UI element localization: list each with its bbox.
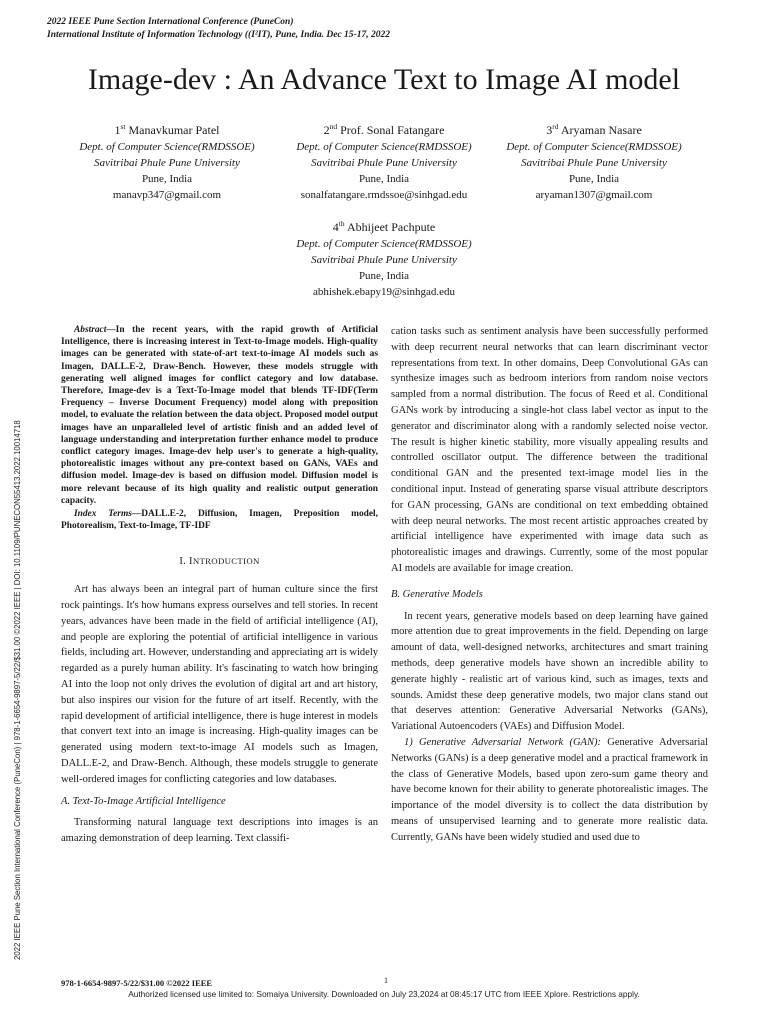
subsection-heading-a: A. Text-To-Image Artificial Intelligence [61,795,226,807]
abstract-label: Abstract [74,325,107,335]
index-terms [61,508,378,532]
footer-copyright: 978-1-6654-9897-5/22/$31.00 ©2022 IEEE [61,978,213,988]
subsection-a-paragraph-continued: cation tasks such as sentiment analysis have been successfully performed with deep recurrent neural networks that can learn discriminant vector representations from text. In other domains, Deep Convolutional GAs can synthesize images such as bedroom interiors from random noise vectors sampled from a normal distribution. The focus of Reed et al. Conditional GANs work by introducing a single-hot class label vector as input to the generator and discriminator along with a randomly selected noise vector. The result is higher kinetic stability, more visually appealing results and controlled oscillator output. The difference between the traditional conditional GAN and the presented text-image model lies in the conditional input. Instead of generating sparse visual attribute descriptors for GAN processing, GANs are conditional on text embedding obtained with deep neural networks. The most recent artistic approaches created by artificial intelligence have experimented with image data such as photorealistic images and drawings. Currently, some of the most popular AI models are available for image creation. [391,326,708,574]
author-university: Savitribai Phule Pune University [94,157,240,169]
author-city: Pune, India [568,173,620,185]
author-email: sonalfatangare.rmdssoe@sinhgad.edu [300,189,468,201]
left-column [61,324,378,847]
subsection-b-paragraph: In recent years, generative models based on deep learning have gained more attention due to great improvements in the field. Depending on large amount of data, well-designed networks, architectures and smart training methods, deep generative models have shown an incredible ability to generate highly - realistic art of various kind, such as images, texts and sounds. Amidst these deep generative models, two major clans stand out that deserves attention: Generative Adversarial Networks (GANs), Variational Autoencoders (VAEs) and Diffusion Model. [391,610,708,733]
author-email: abhishek.ebapy19@sinhgad.edu [312,286,456,298]
author-dept: Dept. of Computer Science(RMDSSOE) [296,238,472,250]
author-block-3 [474,118,714,203]
author-block-2 [264,118,504,203]
author-dept: Dept. of Computer Science(RMDSSOE) [296,141,472,153]
author-city: Pune, India [141,173,193,185]
author-city: Pune, India [358,173,410,185]
conference-header [47,16,567,41]
gan-paragraph [391,735,708,846]
gan-text: Generative Adversarial Networks (GANs) is a deep generative model and a practical framework in the class of Generative Models, based upon zero-sum game theory and have become known for their ability to generate photorealistic images. The importance of the model diversity is to collect the data distribution by means of unsupervised learning and to generate more realistic data. Currently, GANs have been widely studied and used due to [391,736,708,843]
author-city: Pune, India [358,270,410,282]
abstract-text: —In the recent years, with the rapid growth of Artificial Intelligence, there is increasing interest in Text-to-Image models. High-quality images can be generated with state-of-art text-to-image AI models such as Imagen, DALL.E-2, Draw-Bench. However, these models struggle with generating well aligned images for conflict category and low database. Therefore, Image-dev is a Text-To-Image model that blends TF-IDF(Term Frequency – Inverse Document Frequency) model along with preposition model, to evaluate the relation between the data object. Proposed model output images have an unparalleled level of artistic finish and an added level of language understanding and interpretation further enhance model to produce conflict category images. Image-dev help user's to generate a high-quality, photorealistic images without any pre-context based on GANs, VAEs and diffusion model. Image-dev is based on diffusion model. Diffusion model is more relevant because of its high quality and realistic output generation capacity. [61,325,378,506]
author-block-4 [264,215,504,300]
author-name: 3rd Aryaman Nasare [546,122,642,137]
author-university: Savitribai Phule Pune University [311,254,457,266]
index-terms-text: —DALL.E-2, Diffusion, Imagen, Preposition model, Photorealism, Text-to-Image, TF-IDF [61,509,378,532]
index-terms-label: Index Terms [74,509,132,520]
subsection-a-paragraph: Transforming natural language text descriptions into images is an amazing demonstration of deep learning. Text classifi- [61,817,378,845]
section-heading-introduction: I. INTRODUCTION [179,556,260,568]
doi-sidebar: 2022 IEEE Pune Section International Conference (PuneCon) | 978-1-6654-9897-5/22/$31.00 ©2022 IEEE | DOI: 10.1109/PUNECON55413.2022.10014718 [13,420,22,960]
author-email: aryaman1307@gmail.com [535,189,653,201]
intro-paragraph: Art has always been an integral part of human culture since the first rock paintings. It's how humans express ourselves and tell stories. In recent years, advances have been made in the field of artificial intelligence (AI), and people are exploring the potential of artificial intelligence in various fields, including art. However, understanding and appreciating art is widely regarded as a purely human ability. It's fascinating to watch how bringing AI into the loop not only drives the evolution of digital art and art history, but also inspires our vision for the future of art itself. Recently, with the rapid development of artificial intelligence, there is huge interest in models that convert text into an image is increasing. High-quality images can be generated using modern text-to-image AI models such as Imagen, DALL.E-2, and Draw-Bench. Although, these models struggle to generate well-ordered images for conflicting categories and low databases. [61,584,378,785]
gan-heading: 1) Generative Adversarial Network (GAN): [404,736,601,748]
right-column [391,324,708,846]
conference-name: 2022 IEEE Pune Section International Conference (PuneCon) [47,17,294,27]
paper-title: Image-dev : An Advance Text to Image AI model [87,63,681,96]
author-university: Savitribai Phule Pune University [521,157,667,169]
page-number: 1 [384,976,388,985]
conference-venue: International Institute of Information Technology ((I²IT), Pune, India. Dec 15-17, 2022 [47,29,390,40]
author-block-1 [47,118,287,203]
author-dept: Dept. of Computer Science(RMDSSOE) [506,141,682,153]
author-university: Savitribai Phule Pune University [311,157,457,169]
license-notice: Authorized licensed use limited to: Somaiya University. Downloaded on July 23,2024 at 08:45:17 UTC from IEEE Xplore. Restrictions apply. [128,989,640,999]
author-name: 1st Manavkumar Patel [114,122,220,137]
author-email: manavp347@gmail.com [112,189,222,201]
author-name: 2nd Prof. Sonal Fatangare [323,122,445,137]
abstract [61,324,378,507]
author-name: 4th Abhijeet Pachpute [332,219,436,234]
author-dept: Dept. of Computer Science(RMDSSOE) [79,141,255,153]
subsection-heading-b: B. Generative Models [391,588,483,600]
